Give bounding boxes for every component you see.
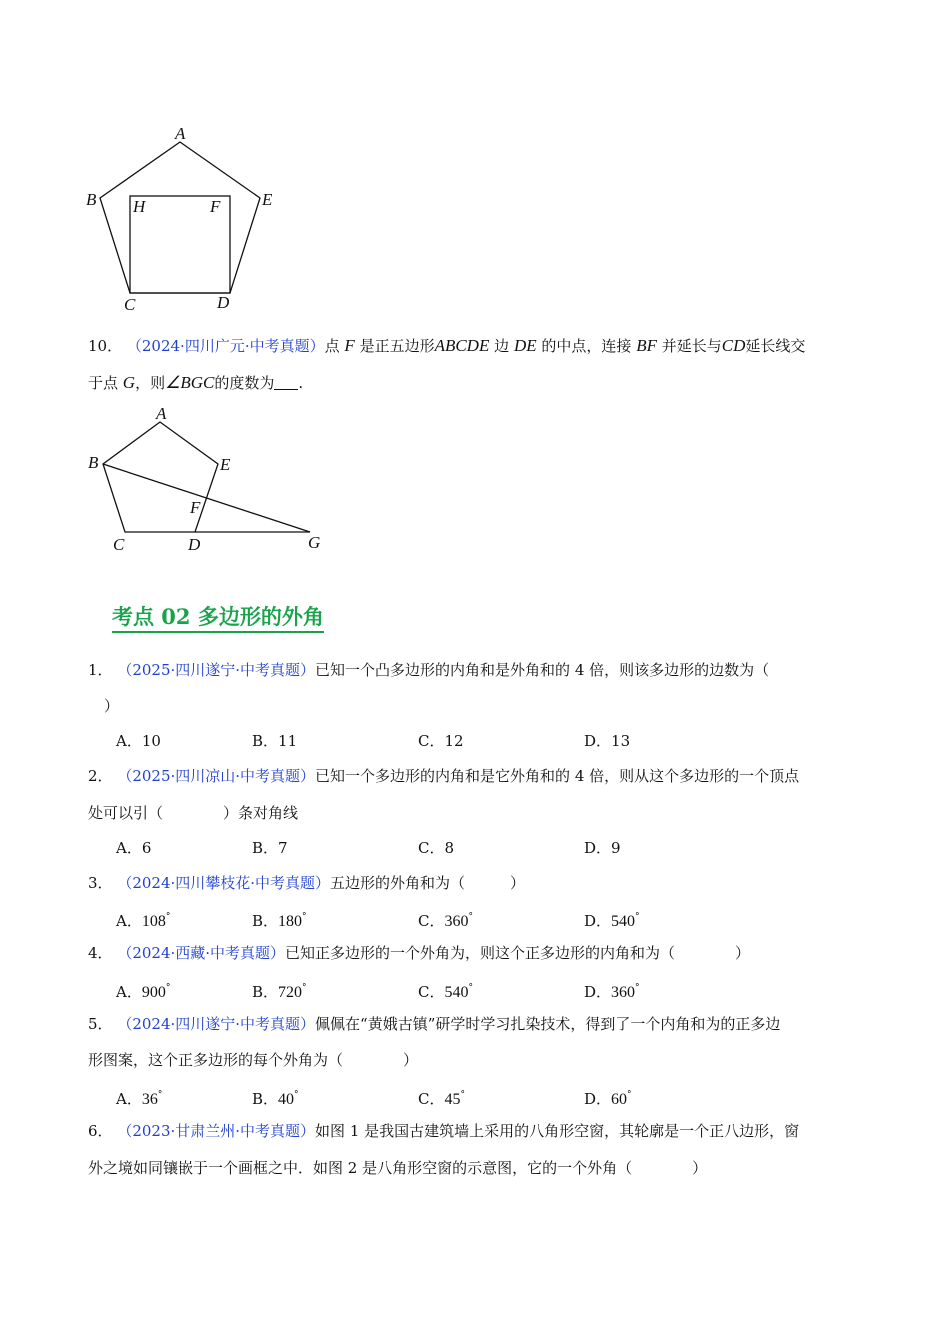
section-title: 考点 02 多边形的外角 [112, 604, 324, 633]
option-a[interactable] [116, 1085, 162, 1110]
degree-symbol: ° [627, 1090, 632, 1100]
figure-pentagon-extended [80, 400, 340, 560]
option-c[interactable] [418, 907, 473, 932]
label-D: D [188, 535, 201, 554]
option-b[interactable] [252, 907, 307, 932]
option-letter: B． [252, 1090, 279, 1108]
question-number: 2． [88, 767, 113, 785]
question-text: 佩佩在“黄娥古镇”研学时学习扎染技术，得到了一个内角和为的正多边 [315, 1015, 781, 1033]
degree-symbol: ° [468, 983, 473, 993]
option-d[interactable]: D．13 [584, 732, 631, 750]
option-letter: C． [418, 1090, 445, 1108]
label-G: G [308, 533, 321, 552]
math-DE: DE [513, 336, 537, 355]
option-a[interactable] [116, 907, 170, 932]
degree-symbol: ° [635, 912, 640, 922]
answer-blank [274, 375, 298, 390]
degree-symbol: ° [157, 1090, 163, 1100]
question-number: 3． [88, 874, 113, 892]
label-A: A [156, 404, 167, 423]
option-value: 900 [141, 984, 166, 1001]
question-5 [88, 1014, 780, 1034]
math-BF: BF [636, 336, 657, 355]
option-letter: C． [418, 983, 445, 1001]
option-value: 40 [278, 1091, 295, 1108]
question-number: 6． [88, 1122, 113, 1140]
math-F: F [344, 336, 355, 355]
question-source: （2025·四川凉山·中考真题） [117, 767, 316, 785]
question-text: 已知正多边形的一个外角为，则这个正多边形的内角和为（ ） [285, 944, 751, 962]
option-letter: D． [584, 983, 612, 1001]
text: 点 [324, 337, 340, 355]
text: 的中点，连接 [541, 337, 632, 355]
degree-symbol: ° [635, 983, 640, 993]
option-letter: A． [116, 912, 142, 930]
math-CD: CD [721, 336, 746, 355]
question-source: （2023·甘肃兰州·中考真题） [117, 1122, 316, 1140]
option-d[interactable] [584, 907, 640, 932]
option-letter: D． [584, 1090, 612, 1108]
option-value: 45 [444, 1091, 461, 1108]
option-value: 36 [141, 1091, 158, 1108]
degree-symbol: ° [460, 1090, 465, 1100]
option-d[interactable]: D．9 [584, 839, 621, 857]
option-value: 60 [611, 1091, 628, 1108]
question-number: 1． [88, 661, 113, 679]
question-6 [88, 1121, 799, 1141]
question-source: （2024·西藏·中考真题） [117, 944, 286, 962]
option-letter: A． [116, 983, 142, 1001]
math-angle-BGC: ∠BGC [165, 373, 215, 392]
option-c[interactable] [418, 1085, 465, 1110]
degree-symbol: ° [302, 912, 307, 922]
option-a[interactable] [116, 978, 170, 1003]
option-b[interactable]: B．11 [252, 732, 298, 750]
label-B: B [86, 190, 97, 209]
question-source: （2024·四川广元·中考真题） [126, 337, 325, 355]
label-E: E [262, 190, 273, 209]
text: 并延长与 [661, 337, 722, 355]
text: 延长线交 [745, 337, 806, 355]
question-1 [88, 660, 769, 680]
text: . [298, 374, 304, 392]
option-d[interactable] [584, 978, 640, 1003]
label-C: C [124, 295, 136, 314]
math-ABCDE: ABCDE [434, 336, 490, 355]
text: 于点 [88, 374, 119, 392]
question-text: 五边形的外角和为（ ） [330, 874, 526, 892]
question-text: 已知一个凸多边形的内角和是外角和的 4 倍，则该多边形的边数为（ [315, 661, 770, 679]
option-d[interactable] [584, 1085, 632, 1110]
question-5-line2: 形图案，这个正多边形的每个外角为（ ） [88, 1051, 419, 1069]
text: 是正五边形 [359, 337, 435, 355]
question-10-line1 [88, 336, 805, 356]
question-number: 4． [88, 944, 113, 962]
text: 边 [494, 337, 510, 355]
question-4 [88, 943, 750, 963]
option-value: 360 [611, 984, 636, 1001]
option-letter: B． [252, 983, 279, 1001]
option-c[interactable] [418, 978, 473, 1003]
option-letter: C． [418, 912, 445, 930]
question-1-close: ） [104, 697, 120, 715]
option-c[interactable]: C．12 [418, 732, 464, 750]
pentagon-outline [103, 422, 218, 532]
option-b[interactable]: B．7 [252, 839, 288, 857]
label-H: H [133, 197, 146, 216]
question-10-line2 [88, 373, 303, 393]
option-letter: A． [116, 1090, 142, 1108]
option-a[interactable]: A．10 [116, 732, 161, 750]
question-source: （2025·四川遂宁·中考真题） [117, 661, 316, 679]
text: ，则 [135, 374, 166, 392]
label-C: C [113, 535, 125, 554]
question-3 [88, 873, 525, 893]
option-b[interactable] [252, 1085, 299, 1110]
label-E: E [220, 455, 231, 474]
label-B: B [88, 453, 99, 472]
math-G: G [122, 373, 136, 392]
degree-symbol: ° [468, 912, 473, 922]
question-number: 10． [88, 337, 123, 355]
option-value: 360 [444, 913, 469, 930]
label-F: F [190, 498, 201, 517]
text: 的度数为 [214, 374, 275, 392]
option-value: 180 [278, 913, 303, 930]
option-letter: D． [584, 912, 612, 930]
option-a[interactable]: A．6 [116, 839, 152, 857]
question-source: （2024·四川遂宁·中考真题） [117, 1015, 316, 1033]
option-b[interactable] [252, 978, 307, 1003]
figure-pentagon-square [80, 120, 290, 315]
question-number: 5． [88, 1015, 113, 1033]
option-value: 540 [611, 913, 636, 930]
question-6-line2: 外之境如同镶嵌于一个画框之中．如图 2 是八角形空窗的示意图，它的一个外角（ ） [88, 1159, 708, 1177]
question-source: （2024·四川攀枝花·中考真题） [117, 874, 331, 892]
question-text: 如图 1 是我国古建筑墙上采用的八角形空窗，其轮廓是一个正八边形，窗 [315, 1122, 800, 1140]
label-F: F [210, 197, 221, 216]
degree-symbol: ° [165, 983, 171, 993]
question-2-line2: 处可以引（ ）条对角线 [88, 804, 299, 822]
option-letter: B． [252, 912, 279, 930]
question-text: 已知一个多边形的内角和是它外角和的 4 倍，则从这个多边形的一个顶点 [315, 767, 800, 785]
question-2 [88, 766, 799, 786]
option-value: 720 [278, 984, 303, 1001]
label-D: D [217, 293, 230, 312]
pentagon-outline [100, 142, 260, 293]
label-A: A [175, 124, 186, 143]
degree-symbol: ° [302, 983, 307, 993]
option-value: 108 [141, 913, 166, 930]
line-BG [103, 464, 310, 532]
degree-symbol: ° [294, 1090, 299, 1100]
option-value: 540 [444, 984, 469, 1001]
degree-symbol: ° [165, 912, 171, 922]
option-c[interactable]: C．8 [418, 839, 455, 857]
